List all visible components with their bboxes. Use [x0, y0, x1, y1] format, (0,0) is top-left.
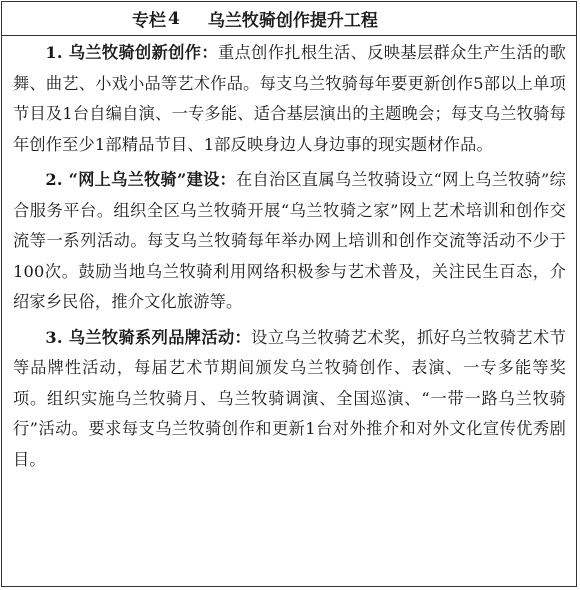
column-title: 乌兰牧骑创作提升工程 — [207, 11, 378, 31]
item-paragraph — [13, 165, 566, 318]
item-heading: 2. “网上乌兰牧骑”建设： — [45, 170, 237, 189]
item-body: 在自治区直属乌兰牧骑设立“网上乌兰牧骑”综合服务平台。组织全区乌兰牧骑开展“乌兰牧骑之家”网上艺术培训和创作交流等一系列活动。每支乌兰牧骑每年举办网上培训和创作交流等活动不少于100次。鼓励当地乌兰牧骑利用网络积极参与艺术普及，关注民生百态，介绍家乡民俗，推介文化旅游等。 — [13, 170, 566, 311]
column-prefix: 专栏 — [132, 11, 166, 31]
column-content — [2, 36, 576, 475]
column-header — [2, 2, 576, 36]
item-heading: 3. 乌兰牧骑系列品牌活动： — [45, 327, 252, 347]
column-box — [1, 1, 577, 587]
item-body: 重点创作扎根生活、反映基层群众生产生活的歌舞、曲艺、小戏小品等艺术作品。每支乌兰牧骑每年要更新创作5部以上单项节目及1台自编自演、一专多能、适合基层演出的主题晚会；每支乌兰牧骑每年创作至少1部精品节目、1部反映身边人身边事的现实题材作品。 — [13, 43, 567, 154]
item-paragraph — [13, 323, 566, 476]
item-paragraph — [13, 38, 566, 160]
item-heading: 1. 乌兰牧骑创新创作： — [45, 43, 218, 62]
item-body: 设立乌兰牧骑艺术奖，抓好乌兰牧骑艺术节等品牌性活动，每届艺术节期间颁发乌兰牧骑创作、表演、一专多能等奖项。组织实施乌兰牧骑月、乌兰牧骑调演、全国巡演、“一带一路乌兰牧骑行”活动。要求每支乌兰牧骑创作和更新1台对外推介和对外文化宣传优秀剧目。 — [13, 327, 566, 469]
column-number: 4 — [168, 8, 180, 29]
